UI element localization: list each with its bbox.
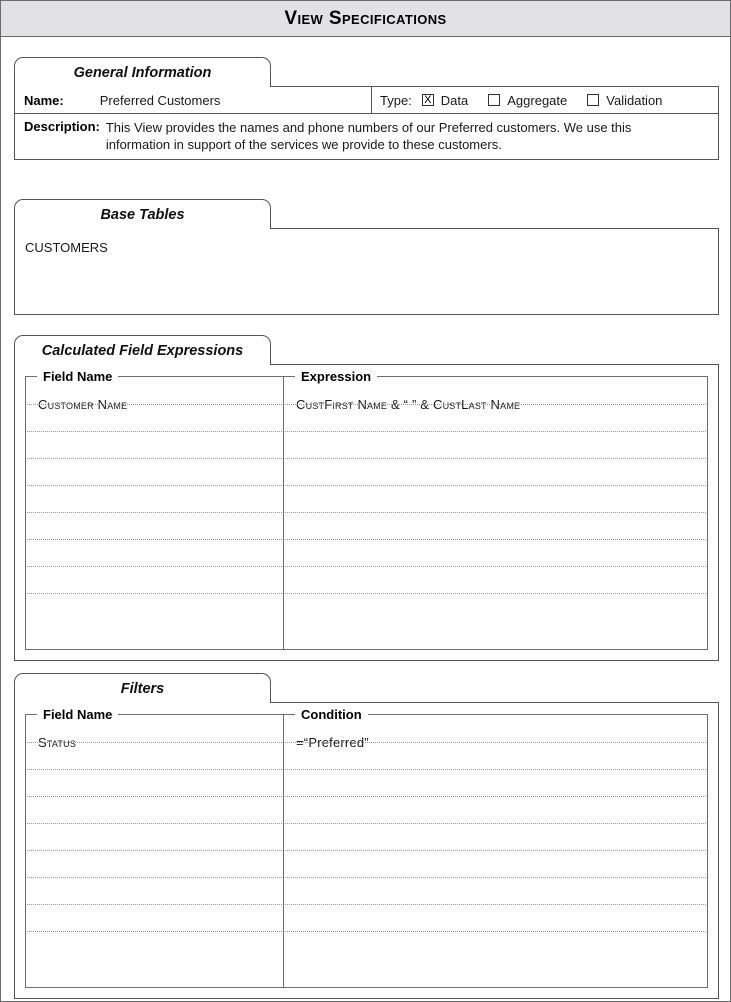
row-separator xyxy=(285,823,706,824)
base-tables-box xyxy=(14,228,719,315)
type-option-label: Data xyxy=(440,92,469,108)
page-title-bar xyxy=(1,1,730,37)
calculated-fields-expression-column xyxy=(283,369,708,650)
filters-box xyxy=(14,702,719,999)
row-separator xyxy=(27,431,282,432)
row-separator xyxy=(285,931,706,932)
filter-condition-value[interactable]: =“Preferred” xyxy=(296,735,369,750)
row-separator xyxy=(27,904,282,905)
row-separator xyxy=(27,796,282,797)
row-separator xyxy=(285,769,706,770)
row-separator xyxy=(285,904,706,905)
general-name-type-row xyxy=(15,87,718,114)
row-separator xyxy=(27,742,282,743)
row-separator xyxy=(285,593,706,594)
type-option-label: Aggregate xyxy=(507,92,568,108)
row-separator xyxy=(285,458,706,459)
type-option-validation[interactable] xyxy=(587,93,662,108)
filter-field-name-value[interactable]: Status xyxy=(38,735,77,750)
row-separator xyxy=(27,566,282,567)
section-tab-filters xyxy=(14,673,271,703)
row-separator xyxy=(27,769,282,770)
calculated-field-expression-value[interactable]: CustFirst Name & “ ” & CustLast Name xyxy=(296,397,521,412)
type-cell xyxy=(372,87,718,113)
row-separator xyxy=(27,823,282,824)
filters-field-name-column xyxy=(25,707,283,988)
calculated-fields-box xyxy=(14,364,719,661)
name-label: Name: xyxy=(24,92,64,108)
general-description-row xyxy=(15,114,718,159)
checkbox-empty-icon[interactable] xyxy=(587,94,599,106)
general-information-box xyxy=(14,86,719,160)
section-tab-label: Filters xyxy=(120,680,165,697)
calculated-fields-field-name-column xyxy=(25,369,283,650)
row-rules-right xyxy=(285,715,706,987)
base-table-item[interactable]: CUSTOMERS xyxy=(25,240,108,255)
filters-condition-column xyxy=(283,707,708,988)
row-separator xyxy=(27,539,282,540)
section-tab-calculated-field-expressions xyxy=(14,335,271,365)
row-separator xyxy=(285,742,706,743)
column-header-field-name: Field Name xyxy=(37,707,118,722)
row-rules-right xyxy=(285,377,706,649)
row-separator xyxy=(285,877,706,878)
row-separator xyxy=(285,512,706,513)
row-separator xyxy=(27,404,282,405)
row-separator xyxy=(27,850,282,851)
row-separator xyxy=(27,458,282,459)
type-option-label: Validation xyxy=(606,92,663,108)
row-separator xyxy=(27,931,282,932)
section-tab-label: General Information xyxy=(73,64,212,81)
column-header-condition: Condition xyxy=(295,707,368,722)
row-separator xyxy=(285,850,706,851)
column-header-expression: Expression xyxy=(295,369,377,384)
description-value[interactable]: This View provides the names and phone numbers of our Preferred customers. We use this information in support of the services we provide to these customers. xyxy=(105,120,632,152)
row-separator xyxy=(285,566,706,567)
row-rules-left xyxy=(27,377,282,649)
row-separator xyxy=(285,404,706,405)
filters-grid xyxy=(25,707,708,988)
row-separator xyxy=(27,512,282,513)
row-separator xyxy=(285,539,706,540)
row-separator xyxy=(285,431,706,432)
name-cell xyxy=(15,87,372,113)
description-label: Description: xyxy=(24,119,100,134)
section-tab-base-tables xyxy=(14,199,271,229)
row-separator xyxy=(27,485,282,486)
section-tab-label: Base Tables xyxy=(100,206,185,223)
calculated-fields-grid xyxy=(25,369,708,650)
row-separator xyxy=(27,593,282,594)
row-separator xyxy=(285,796,706,797)
section-tab-label: Calculated Field Expressions xyxy=(41,342,244,359)
row-separator xyxy=(27,877,282,878)
row-rules-left xyxy=(27,715,282,987)
page-title: View Specifications xyxy=(284,7,447,29)
calculated-field-name-value[interactable]: Customer Name xyxy=(38,397,128,412)
type-label: Type: xyxy=(380,92,412,108)
checkbox-empty-icon[interactable] xyxy=(488,94,500,106)
section-tab-general-information xyxy=(14,57,271,87)
type-option-aggregate[interactable] xyxy=(488,93,567,108)
name-value[interactable]: Preferred Customers xyxy=(99,92,221,108)
column-header-field-name: Field Name xyxy=(37,369,118,384)
type-option-data[interactable] xyxy=(422,93,468,108)
checkbox-checked-icon[interactable]: X xyxy=(422,94,434,106)
row-separator xyxy=(285,485,706,486)
